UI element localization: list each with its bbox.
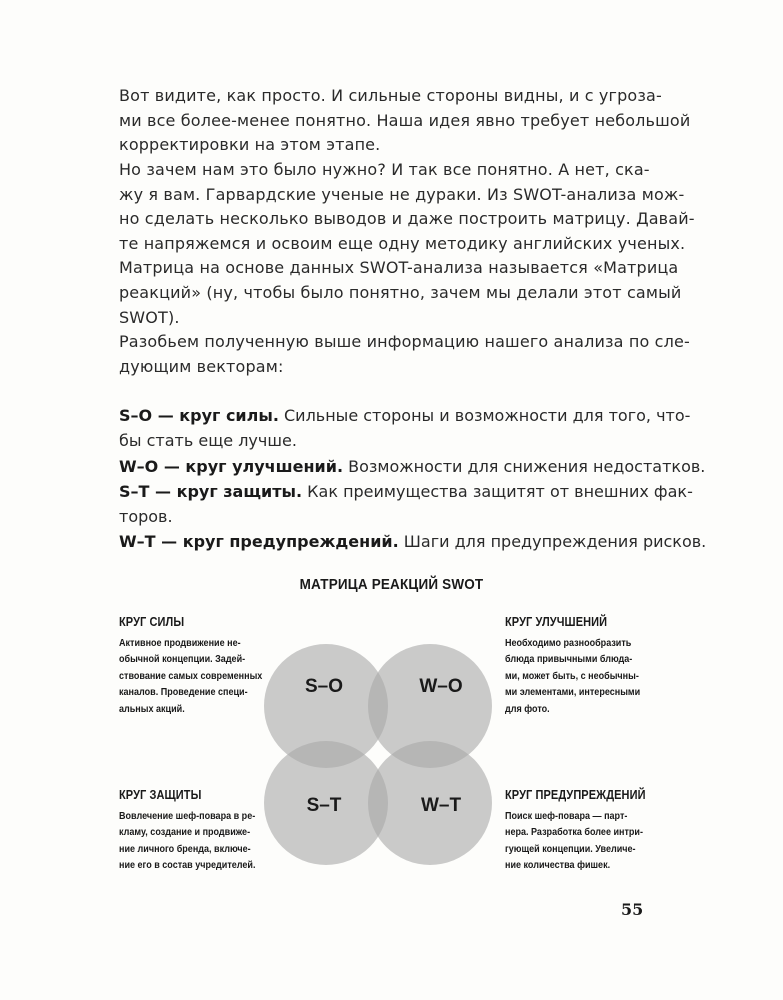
box-line: для фото. bbox=[505, 702, 550, 715]
box-line: обычной концепции. Задей- bbox=[119, 653, 246, 666]
paragraph-intro bbox=[119, 84, 691, 158]
box-protection bbox=[119, 788, 269, 874]
text-line: реакций» (ну, чтобы было понятно, зачем мы делали этот самый bbox=[119, 282, 682, 302]
box-line: нера. Разработка более интри- bbox=[505, 826, 643, 839]
text-line: жу я вам. Гарвардские ученые не дураки. Из SWOT-анализа мож- bbox=[119, 184, 685, 204]
vector-desc-cont: бы стать еще лучше. bbox=[119, 431, 297, 451]
box-text bbox=[505, 808, 651, 874]
text-line: ми все более-менее понятно. Наша идея явно требует небольшой bbox=[119, 110, 691, 130]
vector-term: W–O — круг улучшений. bbox=[119, 456, 344, 476]
box-strength bbox=[119, 615, 269, 717]
circle-label-wt: W–T bbox=[420, 795, 462, 816]
box-line: ми, может быть, с необычны- bbox=[505, 669, 639, 682]
vector-desc: Возможности для снижения недостатков. bbox=[343, 456, 706, 476]
text-line: SWOT). bbox=[119, 307, 180, 327]
circle-label-st: S–T bbox=[306, 795, 342, 816]
vector-st bbox=[119, 479, 693, 504]
text-line: корректировки на этом этапе. bbox=[119, 135, 381, 155]
vector-term: W–T — круг предупреждений. bbox=[119, 532, 399, 552]
vector-list bbox=[119, 403, 707, 555]
box-text bbox=[119, 808, 265, 874]
box-line: ние количества фишек. bbox=[505, 859, 611, 872]
box-line: кламу, создание и продвиже- bbox=[119, 826, 251, 839]
box-improvement bbox=[505, 615, 655, 717]
box-warning bbox=[505, 788, 655, 874]
circle-label-wo: W–O bbox=[419, 676, 463, 697]
text-line: но сделать несколько выводов и даже построить матрицу. Давай- bbox=[119, 209, 695, 229]
vector-desc-cont: торов. bbox=[119, 507, 173, 527]
paragraph-vectors-intro bbox=[119, 330, 690, 379]
box-line: Поиск шеф-повара — парт- bbox=[505, 810, 628, 822]
text-line: Вот видите, как просто. И сильные стороны видны, и с угроза- bbox=[119, 86, 662, 105]
box-line: ние его в состав учредителей. bbox=[119, 859, 256, 872]
swot-venn-diagram bbox=[260, 618, 500, 898]
box-line: Необходимо разнообразить bbox=[505, 637, 632, 649]
paragraph-matrix-intro bbox=[119, 158, 695, 330]
vector-wt bbox=[119, 529, 707, 554]
vector-wo bbox=[119, 454, 706, 479]
box-heading: КРУГ ПРЕДУПРЕЖДЕНИЙ bbox=[505, 788, 646, 802]
text-line: те напряжемся и освоим еще одну методику английских ученых. bbox=[119, 233, 686, 253]
box-line: каналов. Проведение специ- bbox=[119, 686, 248, 699]
box-line: ние личного бренда, включе- bbox=[119, 842, 251, 855]
circle-label-so: S–O bbox=[304, 676, 344, 697]
text-line: Матрица на основе данных SWOT-анализа называется «Матрица bbox=[119, 258, 679, 278]
box-line: блюда привычными блюда- bbox=[505, 653, 633, 666]
vector-term: S–T — круг защиты. bbox=[119, 481, 303, 501]
box-line: гующей концепции. Увеличе- bbox=[505, 842, 636, 855]
vector-desc: Как преимущества защитят от внешних фак- bbox=[302, 481, 693, 501]
box-text bbox=[505, 635, 651, 717]
vector-so bbox=[119, 403, 691, 428]
box-line: альных акций. bbox=[119, 702, 185, 715]
vector-desc: Шаги для предупреждения рисков. bbox=[398, 532, 707, 552]
text-line: Разобьем полученную выше информацию нашего анализа по сле- bbox=[119, 332, 690, 351]
box-heading: КРУГ СИЛЫ bbox=[119, 615, 185, 629]
vector-desc: Сильные стороны и возможности для того, что- bbox=[278, 406, 691, 425]
page-number: 55 bbox=[621, 900, 644, 919]
box-heading: КРУГ ЗАЩИТЫ bbox=[119, 788, 202, 802]
text-line: дующим векторам: bbox=[119, 356, 284, 376]
box-line: Вовлечение шеф-повара в ре- bbox=[119, 810, 256, 822]
box-line: Активное продвижение не- bbox=[119, 637, 241, 649]
box-text bbox=[119, 635, 265, 717]
text-line: Но зачем нам это было нужно? И так все понятно. А нет, ска- bbox=[119, 160, 650, 179]
box-heading: КРУГ УЛУЧШЕНИЙ bbox=[505, 615, 608, 629]
box-line: ствование самых современных bbox=[119, 669, 263, 682]
vector-term: S–O — круг силы. bbox=[119, 406, 279, 425]
matrix-title: МАТРИЦА РЕАКЦИЙ SWOT bbox=[299, 576, 484, 593]
box-line: ми элементами, интересными bbox=[505, 686, 641, 699]
